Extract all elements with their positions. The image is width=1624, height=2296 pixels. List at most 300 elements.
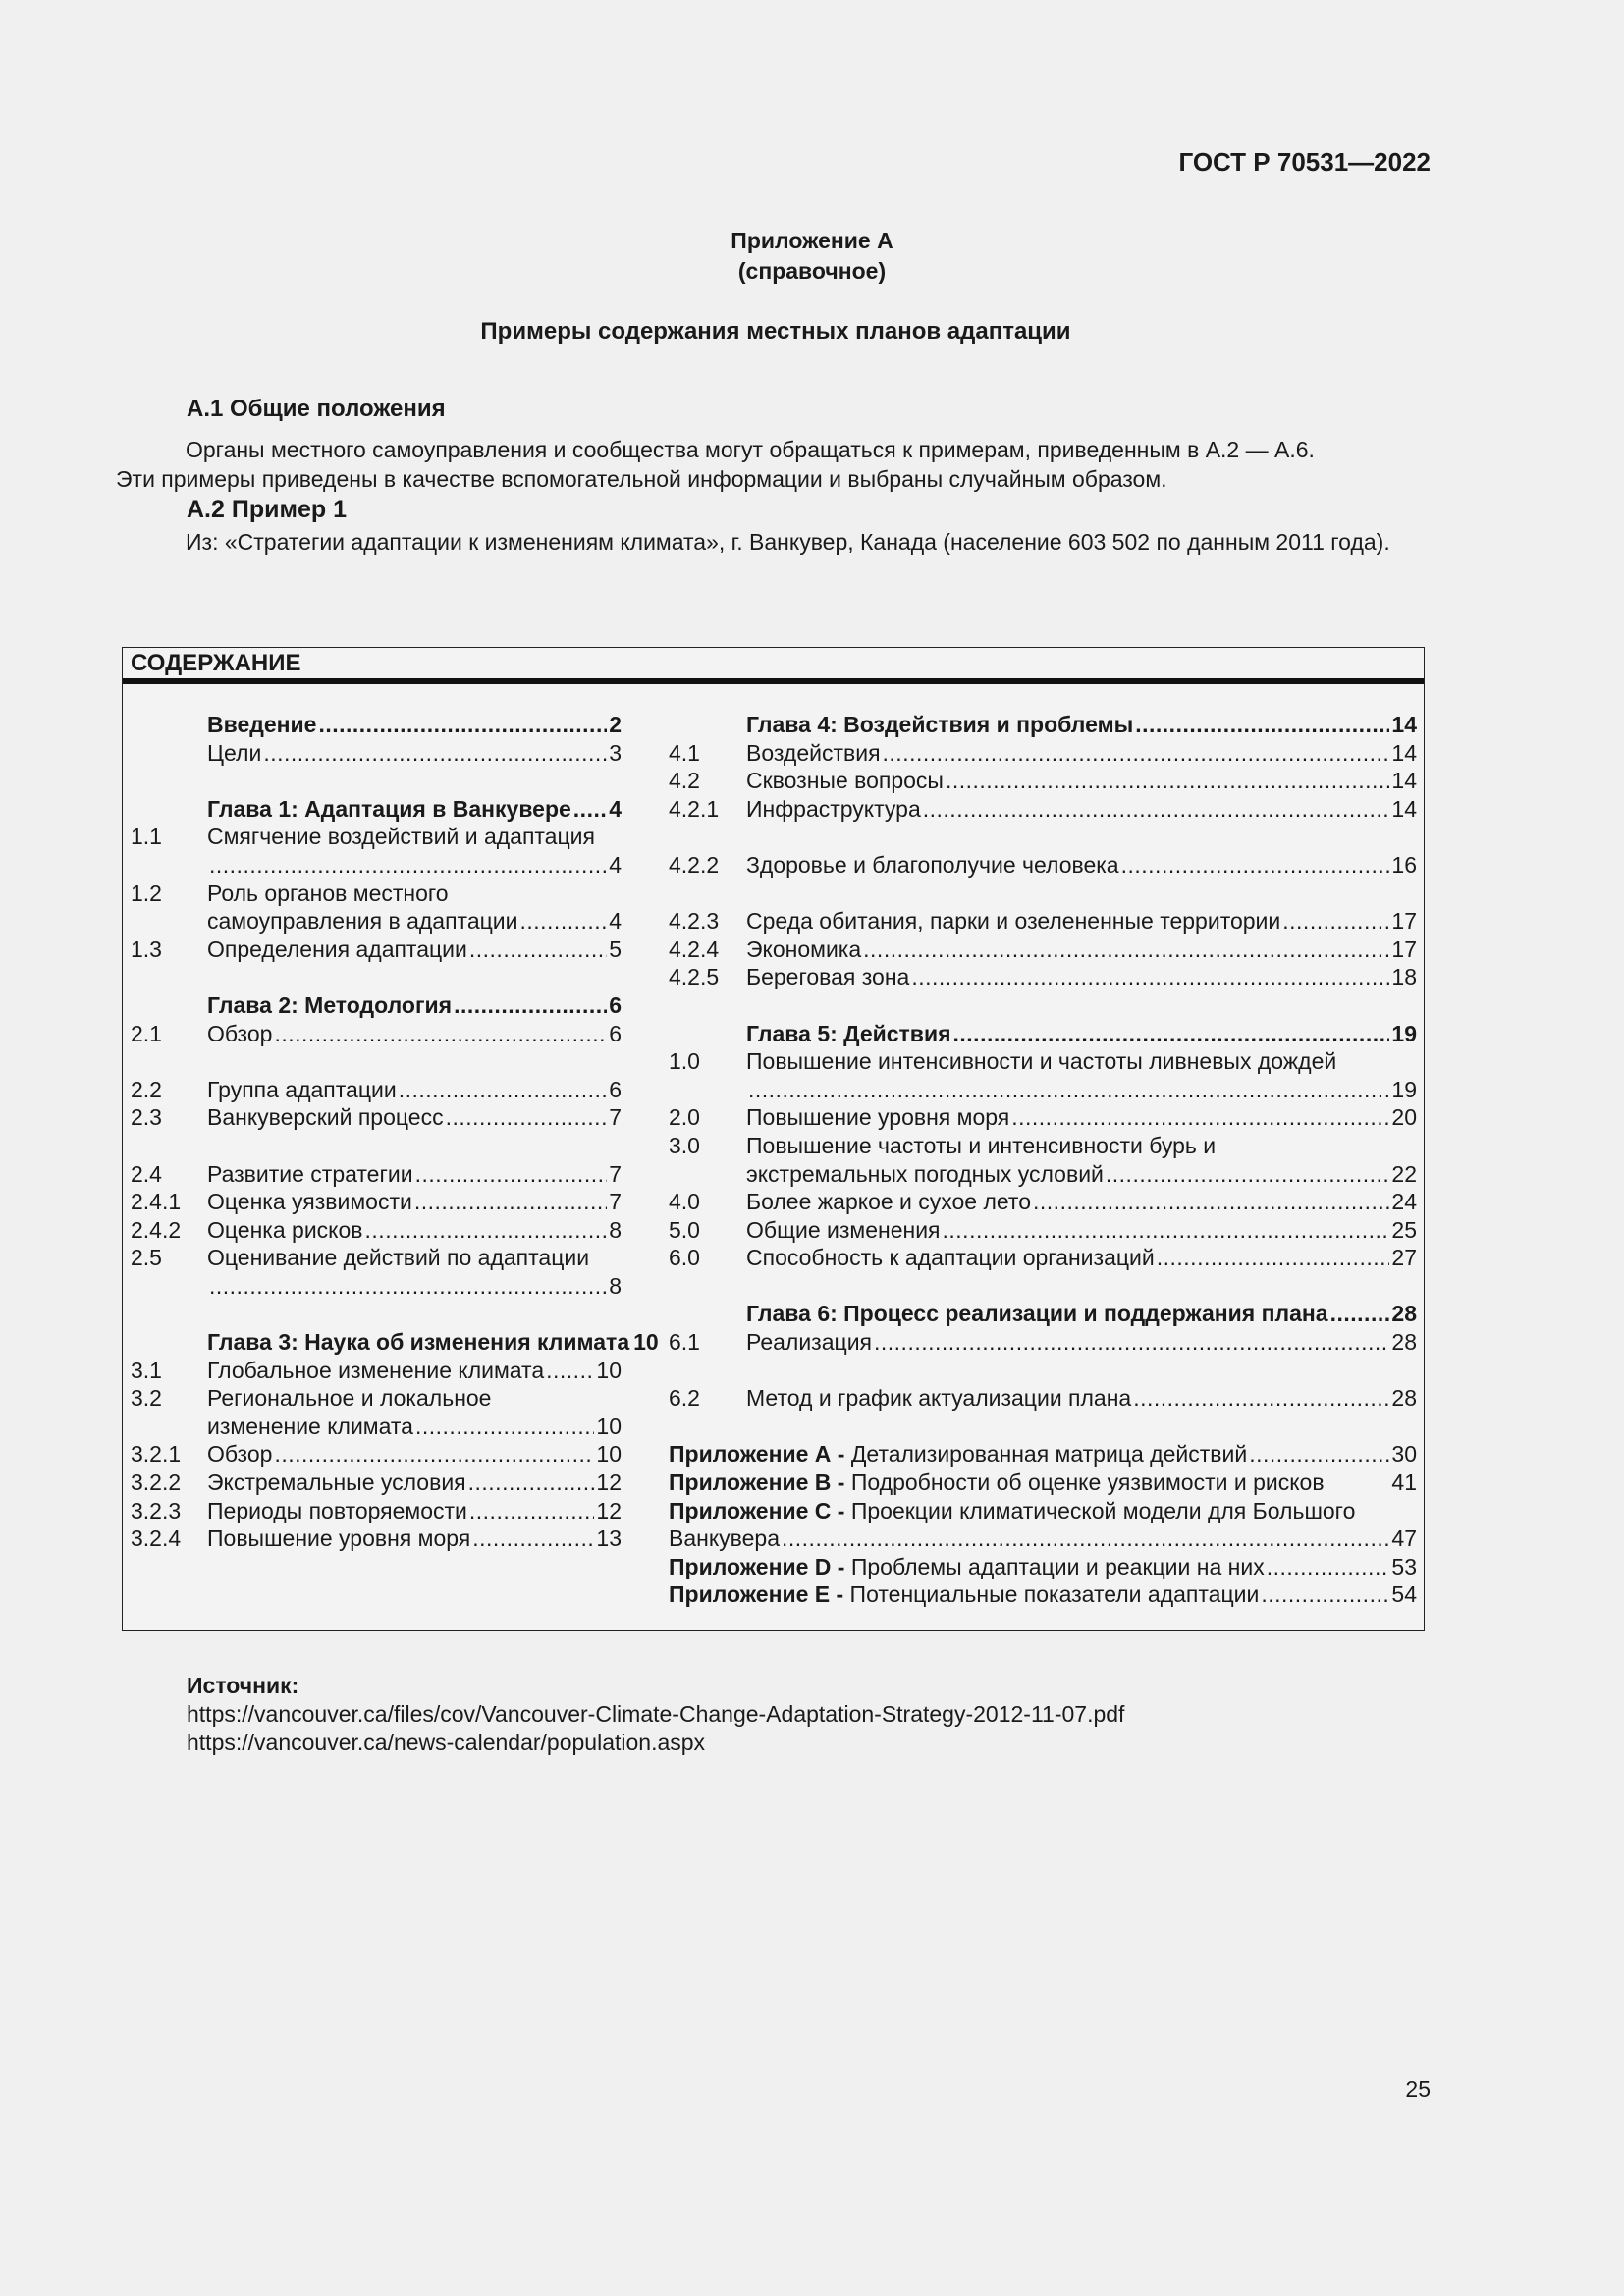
toc-entry	[669, 739, 1417, 768]
toc-leader-dots	[469, 935, 607, 964]
toc-entry-title: Ванкувера	[669, 1525, 780, 1552]
toc-entry-title: Цели	[207, 739, 262, 766]
toc-entry-title-wrap	[746, 1244, 1155, 1272]
toc-entry	[131, 1524, 622, 1553]
page-number: 25	[1405, 2076, 1431, 2102]
toc-entry	[669, 1524, 1417, 1553]
toc-entry-title-wrap	[669, 1524, 780, 1553]
toc-leader-dots	[274, 1440, 594, 1468]
toc-entry	[669, 1580, 1417, 1609]
toc-entry-title-wrap	[746, 767, 944, 795]
toc-entry-number: 4.2.1	[669, 795, 720, 822]
toc-entry	[131, 1440, 622, 1468]
toc-entry	[669, 851, 1417, 880]
toc-entry-page: 8	[609, 1216, 622, 1243]
toc-entry-page: 4	[609, 795, 622, 822]
toc-entry-title: Проблемы адаптации и реакции на них	[844, 1553, 1265, 1579]
standard-code: ГОСТ Р 70531—2022	[1178, 147, 1431, 177]
toc-entry-number: 2.4.2	[131, 1216, 182, 1243]
toc-leader-dots	[546, 1357, 594, 1385]
toc-entry-title: Оценивание действий по адаптации	[207, 1245, 590, 1271]
toc-entry-title: Оценка рисков	[207, 1216, 363, 1243]
toc-heading: СОДЕРЖАНИЕ	[131, 650, 301, 676]
toc-entry-title: Воздействия	[746, 739, 881, 766]
toc-entry-title: Здоровье и благополучие человека	[746, 851, 1119, 878]
toc-leader-dots	[1261, 1580, 1389, 1609]
toc-entry	[669, 1188, 1417, 1216]
toc-entry-title-wrap	[207, 880, 449, 908]
toc-entry-title: Введение	[207, 712, 317, 737]
toc-entry-title: самоуправления в адаптации	[207, 908, 518, 934]
toc-spacer	[131, 767, 622, 795]
toc-entry	[669, 795, 1417, 824]
toc-spacer	[669, 823, 1417, 851]
toc-entry-title: Развитие стратегии	[207, 1160, 413, 1187]
toc-entry-title: Береговая зона	[746, 964, 910, 990]
toc-entry-number: 6.0	[669, 1245, 700, 1271]
section-a1-heading: А.1 Общие положения	[187, 396, 446, 422]
toc-entry-title: Экономика	[746, 935, 862, 962]
toc-entry	[669, 935, 1417, 964]
toc-entry-title: Реализация	[746, 1329, 872, 1356]
toc-entry-number: 1.2	[131, 880, 162, 906]
toc-entry-page: 6	[609, 991, 622, 1018]
toc-entry-title-wrap	[669, 1440, 1247, 1468]
toc-entry-title-wrap	[669, 1468, 1325, 1497]
toc-leader-dots	[1106, 1160, 1390, 1189]
toc-entry	[669, 1328, 1417, 1357]
toc-entry-page: 19	[1391, 1076, 1417, 1102]
toc-leader-dots	[415, 1413, 594, 1441]
toc-entry-number: 1.1	[131, 824, 162, 850]
toc-leader-dots	[1133, 1384, 1389, 1413]
toc-entry-page: 6	[609, 1076, 622, 1102]
toc-annex-prefix: Приложение В -	[669, 1469, 845, 1496]
toc-entry-page: 4	[609, 851, 622, 878]
toc-entry-page: 3	[609, 739, 622, 766]
toc-entry-title: Сквозные вопросы	[746, 768, 944, 794]
toc-entry	[131, 1076, 622, 1104]
toc-leader-dots	[209, 851, 607, 880]
toc-entry	[131, 1216, 622, 1245]
toc-entry-title-wrap	[746, 963, 909, 991]
toc-entry	[669, 963, 1417, 991]
toc-entry-title-wrap	[669, 1580, 1259, 1609]
toc-entry-title: Периоды повторяемости	[207, 1497, 467, 1523]
toc-entry-title-wrap	[207, 1188, 412, 1216]
toc-entry-number: 2.1	[131, 1020, 162, 1046]
toc-entry-number: 3.2.1	[131, 1441, 182, 1468]
toc-leader-dots	[1135, 711, 1389, 739]
toc-entry-title-wrap	[746, 739, 881, 768]
toc-entry	[131, 880, 622, 908]
toc-entry-page: 2	[609, 712, 622, 737]
toc-entry-page: 14	[1391, 712, 1417, 737]
toc-entry-title-wrap	[207, 1497, 467, 1525]
toc-entry-number: 3.2.3	[131, 1497, 182, 1523]
toc-entry	[669, 907, 1417, 935]
toc-leader-dots	[209, 1272, 607, 1301]
toc-leader-dots	[414, 1188, 607, 1216]
toc-entry-title-wrap	[746, 1047, 1336, 1076]
annex-kind: (справочное)	[737, 258, 887, 284]
toc-leader-dots	[874, 1328, 1389, 1357]
toc-leader-dots	[946, 767, 1389, 795]
toc-entry-title-wrap	[207, 711, 316, 739]
toc-entry-page: 22	[1391, 1160, 1417, 1187]
toc-entry-title-wrap	[207, 739, 261, 768]
toc-entry-title-wrap	[207, 907, 517, 935]
toc-entry-title: Общие изменения	[746, 1216, 941, 1243]
toc-entry	[669, 1497, 1417, 1525]
toc-entry-page: 5	[609, 935, 622, 962]
toc-spacer	[669, 1357, 1417, 1385]
toc-entry	[131, 935, 622, 964]
toc-entry-title-wrap	[746, 1384, 1131, 1413]
toc-entry-title: Потенциальные показатели адаптации	[843, 1581, 1260, 1608]
toc-entry-number: 2.0	[669, 1104, 700, 1131]
toc-entry-page: 7	[609, 1104, 622, 1131]
toc-entry-title-wrap	[207, 1160, 413, 1189]
toc-entry-title: Метод и график актуализации плана	[746, 1385, 1132, 1412]
toc-entry-title: Обзор	[207, 1441, 273, 1468]
toc-entry-page: 14	[1391, 739, 1417, 766]
toc-entry-number: 1.0	[669, 1048, 700, 1075]
toc-entry-title-wrap	[207, 823, 595, 851]
toc-leader-dots	[943, 1216, 1390, 1245]
toc-entry-title-wrap	[207, 1413, 413, 1441]
toc-leader-dots	[883, 739, 1390, 768]
toc-entry-title-wrap	[207, 1244, 589, 1272]
toc-entry-page: 17	[1391, 908, 1417, 934]
section-a1-line1: Органы местного самоуправления и сообщества могут обращаться к примерам, приведенным в А.2 — А.6.	[186, 437, 1315, 462]
toc-entry-page: 47	[1391, 1525, 1417, 1552]
annex-heading	[0, 226, 1624, 287]
toc-leader-dots	[318, 711, 607, 739]
toc-entry-number: 5.0	[669, 1216, 700, 1243]
toc-entry-title-wrap	[207, 935, 467, 964]
toc-entry-title: Экстремальные условия	[207, 1469, 466, 1496]
toc-entry-page: 30	[1391, 1441, 1417, 1468]
toc-leader-dots	[415, 1160, 608, 1189]
toc-entry	[669, 1216, 1417, 1245]
section-a1-line2: Эти примеры приведены в качестве вспомогательной информации и выбраны случайным образом.	[116, 466, 1167, 492]
toc-leader-dots	[748, 1076, 1389, 1104]
toc-entry-page: 7	[609, 1160, 622, 1187]
toc-entry-title: Региональное и локальное	[207, 1385, 492, 1412]
section-a2-heading: А.2 Пример 1	[187, 496, 347, 523]
toc-annex-prefix: Приложение Е -	[669, 1581, 844, 1608]
toc-entry-title: Более жаркое и сухое лето	[746, 1189, 1032, 1215]
toc-entry	[131, 907, 622, 935]
toc-entry	[131, 1020, 622, 1048]
toc-entry-title: Среда обитания, парки и озелененные территории	[746, 908, 1281, 934]
toc-entry	[131, 1357, 622, 1385]
toc-entry-page: 16	[1391, 851, 1417, 878]
toc-entry-title: Оценка уязвимости	[207, 1189, 412, 1215]
toc-entry-number: 4.2.4	[669, 935, 720, 962]
toc-entry	[131, 739, 622, 768]
toc-entry-title: Способность к адаптации организаций	[746, 1245, 1155, 1271]
toc-entry-number: 2.3	[131, 1104, 162, 1131]
toc-left-column	[131, 711, 659, 1553]
toc-entry	[131, 1272, 622, 1301]
toc-entry	[669, 1076, 1417, 1104]
toc-entry-title: экстремальных погодных условий	[746, 1160, 1104, 1187]
toc-entry	[131, 1244, 622, 1272]
toc-entry-title-wrap	[746, 1216, 941, 1245]
toc-entry-title: Обзор	[207, 1020, 273, 1046]
toc-leader-dots	[446, 1103, 608, 1132]
toc-entry-number: 3.1	[131, 1357, 162, 1383]
toc-entry-title: Определения адаптации	[207, 935, 467, 962]
toc-entry-number: 6.2	[669, 1385, 700, 1412]
toc-leader-dots	[399, 1076, 608, 1104]
toc-entry	[669, 711, 1417, 739]
toc-entry-title: Глобальное изменение климата	[207, 1357, 545, 1383]
toc-entry-title: Смягчение воздействий и адаптация	[207, 824, 595, 850]
toc-entry-page: 10	[633, 1329, 659, 1356]
toc-entry	[669, 1132, 1417, 1160]
toc-entry-page: 18	[1391, 964, 1417, 990]
toc-leader-dots	[1011, 1103, 1389, 1132]
toc-entry-page: 28	[1391, 1385, 1417, 1412]
toc-entry-title-wrap	[746, 1160, 1104, 1189]
toc-leader-dots	[863, 935, 1389, 964]
toc-entry-page: 53	[1391, 1553, 1417, 1579]
toc-entry-title: Глава 6: Процесс реализации и поддержания плана	[746, 1301, 1328, 1327]
toc-entry-title: изменение климата	[207, 1413, 413, 1439]
toc-entry-page: 41	[1391, 1469, 1417, 1496]
toc-entry	[669, 1553, 1417, 1581]
toc-entry-page: 19	[1391, 1020, 1417, 1046]
annex-label: Приложение А	[731, 228, 893, 253]
toc-entry-number: 3.2.2	[131, 1469, 182, 1496]
toc-entry-page: 4	[609, 908, 622, 934]
toc-entry-title-wrap	[207, 1020, 272, 1048]
toc-entry-page: 25	[1391, 1216, 1417, 1243]
toc-entry-title-wrap	[207, 991, 452, 1020]
toc-annex-prefix: Приложение D -	[669, 1553, 845, 1579]
toc-entry-page: 28	[1391, 1329, 1417, 1356]
toc-entry-page: 10	[596, 1441, 622, 1468]
toc-entry-number: 3.0	[669, 1132, 700, 1158]
toc-leader-dots	[1282, 907, 1389, 935]
toc-leader-dots	[1157, 1244, 1390, 1272]
toc-entry-page: 14	[1391, 795, 1417, 822]
toc-spacer	[131, 963, 622, 991]
toc-entry	[131, 1188, 622, 1216]
toc-spacer	[669, 880, 1417, 908]
toc-leader-dots	[782, 1524, 1389, 1553]
toc-entry-page: 13	[596, 1525, 622, 1552]
annex-title: Примеры содержания местных планов адаптации	[480, 318, 1071, 345]
toc-entry-number: 4.2.2	[669, 851, 720, 878]
toc-entry	[131, 1497, 622, 1525]
toc-leader-dots	[519, 907, 607, 935]
toc-annex-prefix: Приложение С -	[669, 1497, 845, 1523]
section-a1-paragraph	[116, 435, 1430, 494]
toc-entry-title: Проекции климатической модели для Большого	[844, 1497, 1356, 1523]
toc-entry	[669, 1468, 1417, 1497]
toc-entry-title-wrap	[669, 1497, 1355, 1525]
section-a2-paragraph	[116, 527, 1430, 557]
toc-entry	[669, 1300, 1417, 1328]
toc-entry-title-wrap	[207, 1384, 491, 1413]
toc-entry-number: 4.2.5	[669, 964, 720, 990]
toc-entry-title: Повышение интенсивности и частоты ливневых дождей	[746, 1048, 1337, 1075]
toc-entry	[131, 1328, 659, 1357]
toc-spacer	[131, 1047, 622, 1076]
toc-entry	[131, 823, 622, 851]
toc-entry-title-wrap	[207, 1328, 629, 1357]
toc-entry-number: 2.2	[131, 1076, 162, 1102]
toc-entry-title-wrap	[746, 851, 1119, 880]
toc-entry-title: Повышение уровня моря	[207, 1525, 471, 1552]
toc-entry	[131, 1413, 622, 1441]
toc-entry-title: Глава 1: Адаптация в Ванкувере	[207, 795, 571, 822]
toc-entry-page: 54	[1391, 1581, 1417, 1608]
toc-entry-title-wrap	[746, 795, 921, 824]
toc-entry-title-wrap	[746, 1300, 1328, 1328]
toc-entry	[669, 1103, 1417, 1132]
toc-entry	[131, 991, 622, 1020]
toc-spacer	[131, 1132, 622, 1160]
toc-entry-title: Глава 5: Действия	[746, 1020, 951, 1046]
toc-entry-page: 17	[1391, 935, 1417, 962]
toc-leader-dots	[1330, 1300, 1390, 1328]
toc-entry-number: 4.2.3	[669, 908, 720, 934]
toc-entry-title-wrap	[746, 711, 1133, 739]
source-link[interactable]: https://vancouver.ca/news-calendar/population.aspx	[187, 1730, 706, 1755]
toc-entry-title-wrap	[207, 1524, 470, 1553]
toc-entry	[131, 851, 622, 880]
toc-entry-number: 1.3	[131, 935, 162, 962]
toc-leader-dots	[573, 795, 607, 824]
table-of-contents	[122, 647, 1425, 1631]
toc-right-column	[669, 711, 1417, 1609]
toc-leader-dots	[1249, 1440, 1389, 1468]
toc-entry	[669, 1384, 1417, 1413]
toc-leader-dots	[1121, 851, 1390, 880]
toc-leader-dots	[365, 1216, 608, 1245]
toc-entry-title-wrap	[207, 1440, 272, 1468]
toc-annex-prefix: Приложение А -	[669, 1441, 845, 1468]
toc-leader-dots	[469, 1497, 595, 1525]
toc-entry	[669, 1160, 1417, 1189]
toc-entry-title: Группа адаптации	[207, 1076, 397, 1102]
toc-leader-dots	[274, 1020, 607, 1048]
toc-spacer	[131, 1300, 622, 1328]
toc-entry-title-wrap	[207, 1357, 544, 1385]
toc-leader-dots	[911, 963, 1389, 991]
toc-entry-title-wrap	[207, 1468, 466, 1497]
toc-entry-page: 10	[596, 1357, 622, 1383]
source-heading: Источник:	[187, 1673, 299, 1698]
toc-entry-title: Повышение частоты и интенсивности бурь и	[746, 1132, 1217, 1158]
toc-leader-dots	[1033, 1188, 1389, 1216]
toc-entry-page: 6	[609, 1020, 622, 1046]
toc-entry	[669, 767, 1417, 795]
section-a2-text: Из: «Стратегии адаптации к изменениям климата», г. Ванкувер, Канада (население 603 502 по данным 2011 года).	[186, 529, 1390, 555]
toc-entry	[131, 1160, 622, 1189]
toc-entry	[669, 1440, 1417, 1468]
toc-entry-page: 12	[596, 1469, 622, 1496]
toc-entry	[131, 711, 622, 739]
toc-leader-dots	[468, 1468, 595, 1497]
toc-entry-title-wrap	[207, 1076, 397, 1104]
toc-entry-number: 4.0	[669, 1189, 700, 1215]
toc-entry-page: 10	[596, 1413, 622, 1439]
toc-entry-title: Подробности об оценке уязвимости и рисков	[844, 1469, 1325, 1496]
toc-entry-page: 12	[596, 1497, 622, 1523]
toc-entry	[669, 1244, 1417, 1272]
toc-entry-title: Глава 4: Воздействия и проблемы	[746, 712, 1134, 737]
toc-entry-title-wrap	[207, 1103, 444, 1132]
toc-entry	[131, 1103, 622, 1132]
toc-entry-title-wrap	[746, 1103, 1009, 1132]
toc-entry-title-wrap	[207, 1216, 363, 1245]
toc-leader-dots	[1267, 1553, 1390, 1581]
toc-leader-dots	[472, 1524, 594, 1553]
toc-entry	[131, 1384, 622, 1413]
toc-entry-page: 27	[1391, 1245, 1417, 1271]
source-link[interactable]: https://vancouver.ca/files/cov/Vancouver-Climate-Change-Adaptation-Strategy-2012-11-07.pdf	[187, 1701, 1125, 1727]
toc-entry-title-wrap	[669, 1553, 1265, 1581]
toc-entry-number: 2.5	[131, 1245, 162, 1271]
toc-entry	[131, 1468, 622, 1497]
toc-leader-dots	[953, 1020, 1390, 1048]
toc-entry-number: 3.2	[131, 1385, 162, 1412]
toc-entry-title: Глава 2: Методология	[207, 991, 453, 1018]
toc-entry-page: 24	[1391, 1189, 1417, 1215]
toc-entry	[669, 1020, 1417, 1048]
toc-spacer	[669, 1413, 1417, 1441]
toc-entry	[131, 795, 622, 824]
toc-entry-number: 2.4.1	[131, 1189, 182, 1215]
toc-entry-title: Глава 3: Наука об изменения климата	[207, 1329, 630, 1356]
toc-entry-title-wrap	[746, 1328, 872, 1357]
toc-entry-title-wrap	[746, 907, 1280, 935]
toc-entry-title-wrap	[746, 935, 861, 964]
toc-entry-number: 4.1	[669, 739, 700, 766]
toc-entry-title-wrap	[746, 1132, 1216, 1160]
toc-spacer	[669, 991, 1417, 1020]
toc-entry-title: Инфраструктура	[746, 795, 921, 822]
toc-leader-dots	[263, 739, 607, 768]
toc-entry-page: 28	[1391, 1301, 1417, 1327]
toc-spacer	[669, 1272, 1417, 1301]
toc-entry-title: Детализированная матрица действий	[844, 1441, 1248, 1468]
toc-entry-title-wrap	[746, 1188, 1031, 1216]
toc-leader-dots	[454, 991, 607, 1020]
toc-entry-title-wrap	[207, 795, 571, 824]
toc-leader-dots	[923, 795, 1390, 824]
toc-entry-number: 4.2	[669, 768, 700, 794]
toc-entry-number: 3.2.4	[131, 1525, 182, 1552]
toc-divider	[123, 678, 1424, 684]
toc-entry-page: 8	[609, 1272, 622, 1299]
toc-entry-title: Ванкуверский процесс	[207, 1104, 444, 1131]
toc-entry-page: 20	[1391, 1104, 1417, 1131]
toc-entry-number: 2.4	[131, 1160, 162, 1187]
toc-entry-page: 7	[609, 1189, 622, 1215]
toc-entry-title-wrap	[746, 1020, 951, 1048]
toc-entry-page: 14	[1391, 768, 1417, 794]
toc-entry-number: 6.1	[669, 1329, 700, 1356]
toc-entry-title: Повышение уровня моря	[746, 1104, 1010, 1131]
toc-entry-title: Роль органов местного	[207, 880, 449, 906]
